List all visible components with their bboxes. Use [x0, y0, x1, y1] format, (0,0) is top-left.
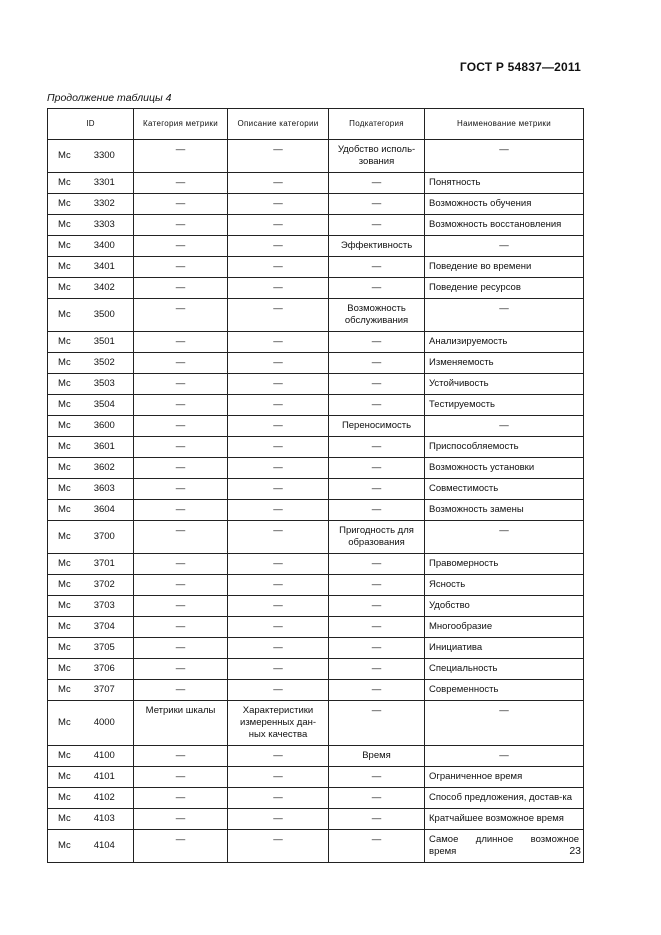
cell-id-prefix: Мс: [48, 830, 76, 863]
cell-category: —: [134, 500, 228, 521]
cell-subcategory: —: [329, 374, 425, 395]
document-standard-header: ГОСТ Р 54837—2011: [459, 60, 581, 74]
table-row: [48, 332, 584, 353]
cell-metric-name: Кратчайшее возможное время: [425, 809, 584, 830]
table-row: [48, 617, 584, 638]
table-row: [48, 809, 584, 830]
cell-metric-name: Устойчивость: [425, 374, 584, 395]
cell-subcategory: —: [329, 680, 425, 701]
cell-subcategory: —: [329, 809, 425, 830]
cell-id-prefix: Мс: [48, 788, 76, 809]
cell-description: —: [228, 746, 329, 767]
cell-description: —: [228, 173, 329, 194]
cell-description: —: [228, 236, 329, 257]
cell-description: —: [228, 437, 329, 458]
cell-id-number: 3501: [76, 332, 134, 353]
cell-metric-name: Самое длинное возможное время: [425, 830, 584, 863]
cell-id-number: 3601: [76, 437, 134, 458]
cell-id-prefix: Мс: [48, 173, 76, 194]
table-row: [48, 140, 584, 173]
cell-metric-name: Поведение ресурсов: [425, 278, 584, 299]
cell-id-prefix: Мс: [48, 395, 76, 416]
cell-id-prefix: Мс: [48, 638, 76, 659]
cell-id-prefix: Мс: [48, 299, 76, 332]
cell-subcategory: —: [329, 701, 425, 746]
cell-category: —: [134, 215, 228, 236]
table-row: [48, 788, 584, 809]
cell-metric-name: Изменяемость: [425, 353, 584, 374]
table-row: [48, 257, 584, 278]
cell-id-prefix: Мс: [48, 554, 76, 575]
cell-id-prefix: Мс: [48, 194, 76, 215]
cell-category: —: [134, 659, 228, 680]
cell-metric-name: Возможность установки: [425, 458, 584, 479]
cell-metric-name: Тестируемость: [425, 395, 584, 416]
cell-subcategory: —: [329, 215, 425, 236]
cell-metric-name: Приспособляемость: [425, 437, 584, 458]
cell-id-number: 3502: [76, 353, 134, 374]
cell-metric-name: Ясность: [425, 575, 584, 596]
cell-description: —: [228, 788, 329, 809]
cell-category: —: [134, 830, 228, 863]
cell-description: —: [228, 374, 329, 395]
cell-subcategory: Возможность обслуживания: [329, 299, 425, 332]
cell-category: —: [134, 680, 228, 701]
cell-subcategory: —: [329, 638, 425, 659]
cell-id-number: 4103: [76, 809, 134, 830]
cell-description: —: [228, 332, 329, 353]
cell-description: —: [228, 299, 329, 332]
cell-id-prefix: Мс: [48, 575, 76, 596]
cell-metric-name: Инициатива: [425, 638, 584, 659]
cell-id-prefix: Мс: [48, 215, 76, 236]
cell-metric-name: —: [425, 701, 584, 746]
cell-description: —: [228, 521, 329, 554]
cell-id-number: 3701: [76, 554, 134, 575]
cell-id-number: 3302: [76, 194, 134, 215]
cell-category: —: [134, 374, 228, 395]
cell-subcategory: Время: [329, 746, 425, 767]
cell-id-number: 3401: [76, 257, 134, 278]
table-row: [48, 659, 584, 680]
cell-id-number: 3503: [76, 374, 134, 395]
cell-id-prefix: Мс: [48, 500, 76, 521]
cell-id-number: 4000: [76, 701, 134, 746]
cell-category: —: [134, 173, 228, 194]
cell-id-number: 3700: [76, 521, 134, 554]
table-row: [48, 575, 584, 596]
page-number: 23: [569, 845, 581, 857]
table-row: [48, 521, 584, 554]
cell-category: —: [134, 617, 228, 638]
cell-id-prefix: Мс: [48, 746, 76, 767]
table-header-row: [48, 109, 584, 140]
cell-description: —: [228, 215, 329, 236]
cell-description: Характеристики измеренных дан-ных качества: [228, 701, 329, 746]
table-row: [48, 353, 584, 374]
cell-category: —: [134, 416, 228, 437]
cell-id-number: 3400: [76, 236, 134, 257]
column-header-subcategory: Подкатегория: [329, 109, 425, 140]
table-row: [48, 767, 584, 788]
cell-metric-name: —: [425, 299, 584, 332]
table-body: [48, 140, 584, 863]
cell-metric-name: —: [425, 521, 584, 554]
cell-id-prefix: Мс: [48, 332, 76, 353]
table-row: [48, 395, 584, 416]
cell-category: —: [134, 395, 228, 416]
cell-category: —: [134, 767, 228, 788]
column-header-category: Категория метрики: [134, 109, 228, 140]
cell-id-number: 3706: [76, 659, 134, 680]
cell-id-number: 3402: [76, 278, 134, 299]
column-header-metric-name: Наименование метрики: [425, 109, 584, 140]
cell-description: —: [228, 500, 329, 521]
cell-id-prefix: Мс: [48, 437, 76, 458]
cell-subcategory: Пригодность для образования: [329, 521, 425, 554]
cell-description: —: [228, 638, 329, 659]
cell-id-prefix: Мс: [48, 809, 76, 830]
cell-id-prefix: Мс: [48, 596, 76, 617]
cell-metric-name: Понятность: [425, 173, 584, 194]
cell-id-number: 3600: [76, 416, 134, 437]
cell-id-prefix: Мс: [48, 458, 76, 479]
cell-category: —: [134, 257, 228, 278]
table-row: [48, 215, 584, 236]
cell-subcategory: —: [329, 596, 425, 617]
cell-subcategory: —: [329, 659, 425, 680]
cell-id-prefix: Мс: [48, 353, 76, 374]
cell-subcategory: —: [329, 173, 425, 194]
cell-subcategory: —: [329, 353, 425, 374]
cell-subcategory: —: [329, 437, 425, 458]
cell-description: —: [228, 596, 329, 617]
cell-metric-name: —: [425, 746, 584, 767]
table-row: [48, 173, 584, 194]
cell-subcategory: —: [329, 788, 425, 809]
table-row: [48, 458, 584, 479]
cell-id-prefix: Мс: [48, 278, 76, 299]
cell-metric-name: —: [425, 416, 584, 437]
cell-id-number: 3707: [76, 680, 134, 701]
cell-id-number: 3602: [76, 458, 134, 479]
cell-category: —: [134, 140, 228, 173]
cell-id-number: 4104: [76, 830, 134, 863]
cell-metric-name: Правомерность: [425, 554, 584, 575]
cell-category: —: [134, 278, 228, 299]
table-row: [48, 278, 584, 299]
cell-id-number: 3703: [76, 596, 134, 617]
cell-id-number: 3300: [76, 140, 134, 173]
cell-id-number: 3504: [76, 395, 134, 416]
cell-subcategory: —: [329, 278, 425, 299]
cell-category: —: [134, 809, 228, 830]
cell-category: —: [134, 353, 228, 374]
cell-metric-name: Совместимость: [425, 479, 584, 500]
cell-description: —: [228, 809, 329, 830]
cell-subcategory: Эффективность: [329, 236, 425, 257]
cell-subcategory: Переносимость: [329, 416, 425, 437]
cell-category: —: [134, 299, 228, 332]
cell-metric-name: Удобство: [425, 596, 584, 617]
cell-description: —: [228, 617, 329, 638]
cell-id-prefix: Мс: [48, 767, 76, 788]
cell-id-prefix: Мс: [48, 701, 76, 746]
cell-description: —: [228, 659, 329, 680]
cell-id-prefix: Мс: [48, 659, 76, 680]
table-row: [48, 638, 584, 659]
cell-id-prefix: Мс: [48, 374, 76, 395]
cell-subcategory: —: [329, 617, 425, 638]
cell-subcategory: —: [329, 767, 425, 788]
cell-subcategory: Удобство исполь-зования: [329, 140, 425, 173]
cell-category: —: [134, 521, 228, 554]
cell-id-number: 3603: [76, 479, 134, 500]
table-row: [48, 500, 584, 521]
cell-metric-name: Многообразие: [425, 617, 584, 638]
cell-subcategory: —: [329, 575, 425, 596]
cell-id-prefix: Мс: [48, 521, 76, 554]
cell-category: Метрики шкалы: [134, 701, 228, 746]
cell-category: —: [134, 554, 228, 575]
cell-description: —: [228, 680, 329, 701]
cell-id-prefix: Мс: [48, 479, 76, 500]
cell-metric-name: Анализируемость: [425, 332, 584, 353]
cell-id-number: 4102: [76, 788, 134, 809]
cell-subcategory: —: [329, 479, 425, 500]
cell-id-prefix: Мс: [48, 680, 76, 701]
cell-metric-name: —: [425, 236, 584, 257]
table-row: [48, 479, 584, 500]
cell-id-number: 3301: [76, 173, 134, 194]
table-row: [48, 701, 584, 746]
cell-subcategory: —: [329, 554, 425, 575]
cell-category: —: [134, 236, 228, 257]
cell-metric-name: Способ предложения, достав-ка: [425, 788, 584, 809]
cell-description: —: [228, 395, 329, 416]
cell-id-number: 3500: [76, 299, 134, 332]
cell-category: —: [134, 638, 228, 659]
cell-metric-name: Возможность обучения: [425, 194, 584, 215]
table-row: [48, 194, 584, 215]
cell-id-number: 3705: [76, 638, 134, 659]
cell-subcategory: —: [329, 194, 425, 215]
cell-description: —: [228, 575, 329, 596]
cell-category: —: [134, 479, 228, 500]
cell-description: —: [228, 458, 329, 479]
cell-id-number: 3303: [76, 215, 134, 236]
cell-subcategory: —: [329, 395, 425, 416]
cell-id-number: 4101: [76, 767, 134, 788]
cell-id-number: 4100: [76, 746, 134, 767]
cell-category: —: [134, 575, 228, 596]
cell-description: —: [228, 830, 329, 863]
table-caption: Продолжение таблицы 4: [47, 92, 172, 104]
cell-subcategory: —: [329, 830, 425, 863]
table-row: [48, 746, 584, 767]
cell-description: —: [228, 140, 329, 173]
cell-id-number: 3604: [76, 500, 134, 521]
cell-description: —: [228, 767, 329, 788]
table-row: [48, 299, 584, 332]
cell-category: —: [134, 458, 228, 479]
cell-category: —: [134, 194, 228, 215]
table-row: [48, 830, 584, 863]
table-row: [48, 596, 584, 617]
cell-metric-name: Ограниченное время: [425, 767, 584, 788]
table-row: [48, 236, 584, 257]
column-header-id: ID: [48, 109, 134, 140]
cell-id-prefix: Мс: [48, 140, 76, 173]
cell-id-prefix: Мс: [48, 617, 76, 638]
cell-id-prefix: Мс: [48, 416, 76, 437]
cell-description: —: [228, 278, 329, 299]
cell-id-prefix: Мс: [48, 236, 76, 257]
cell-subcategory: —: [329, 500, 425, 521]
cell-description: —: [228, 416, 329, 437]
metrics-table: [47, 108, 584, 863]
table-row: [48, 680, 584, 701]
cell-description: —: [228, 554, 329, 575]
cell-metric-name: Возможность замены: [425, 500, 584, 521]
cell-category: —: [134, 437, 228, 458]
cell-subcategory: —: [329, 257, 425, 278]
cell-metric-name: Современность: [425, 680, 584, 701]
cell-category: —: [134, 746, 228, 767]
cell-metric-name: Поведение во времени: [425, 257, 584, 278]
cell-metric-name: —: [425, 140, 584, 173]
cell-category: —: [134, 332, 228, 353]
cell-id-number: 3702: [76, 575, 134, 596]
cell-id-prefix: Мс: [48, 257, 76, 278]
cell-metric-name: Возможность восстановления: [425, 215, 584, 236]
cell-description: —: [228, 194, 329, 215]
table-row: [48, 554, 584, 575]
cell-subcategory: —: [329, 458, 425, 479]
cell-description: —: [228, 353, 329, 374]
cell-id-number: 3704: [76, 617, 134, 638]
cell-category: —: [134, 788, 228, 809]
cell-subcategory: —: [329, 332, 425, 353]
table-row: [48, 437, 584, 458]
cell-metric-name: Специальность: [425, 659, 584, 680]
table-row: [48, 416, 584, 437]
cell-description: —: [228, 479, 329, 500]
cell-description: —: [228, 257, 329, 278]
column-header-description: Описание категории: [228, 109, 329, 140]
cell-category: —: [134, 596, 228, 617]
table-row: [48, 374, 584, 395]
